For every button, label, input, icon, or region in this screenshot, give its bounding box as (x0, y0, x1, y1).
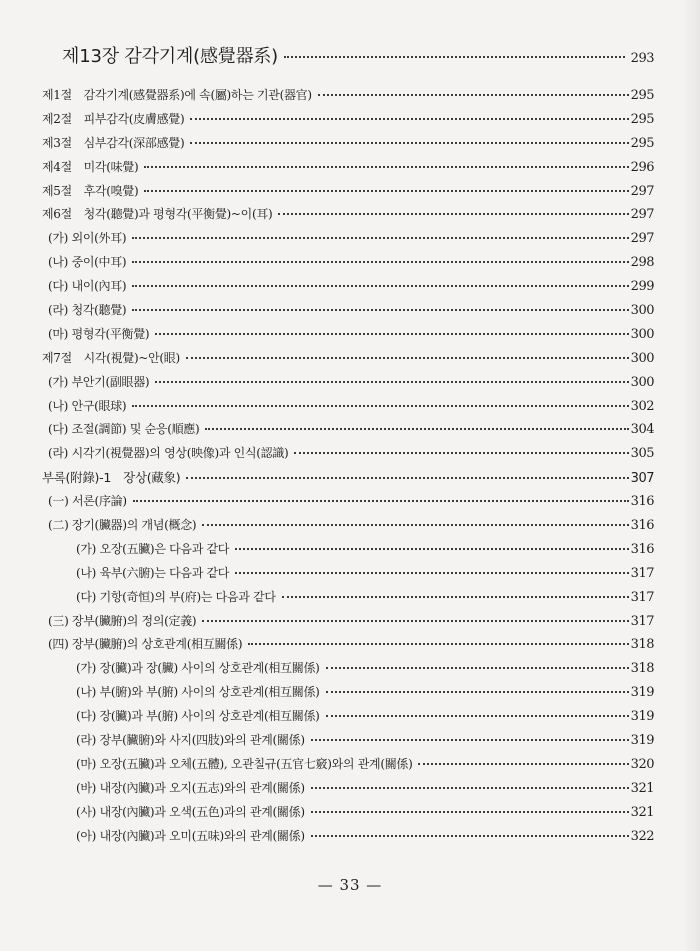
toc-entry-page-number: 297 (630, 207, 654, 223)
toc-entry-title: 제2절 피부감각(皮膚感覺) (42, 111, 185, 126)
toc-entry-title: (마) 평형각(平衡覺) (48, 326, 150, 341)
leader-dots (326, 691, 629, 693)
toc-entry-page-number: 321 (630, 780, 654, 796)
leader-dots (235, 548, 629, 550)
toc-entry-page-number: 297 (630, 231, 654, 247)
toc-entry-title: (四) 장부(臟腑)의 상호관계(相互關係) (48, 637, 243, 652)
toc-entry-title: 제7절 시각(視覺)~안(眼) (42, 350, 180, 365)
toc-entry-page-number: 295 (630, 111, 654, 127)
leader-dots (190, 118, 628, 120)
toc-entry (42, 466, 654, 490)
toc-entry-title: (나) 중이(中耳) (48, 255, 127, 270)
toc-entry-title: (가) 외이(外耳) (48, 231, 127, 246)
toc-entry-title: 부록(附錄)-1 장상(藏象) (42, 470, 181, 486)
toc-entry (42, 681, 654, 705)
leader-dots (155, 333, 628, 335)
toc-entry (42, 633, 654, 657)
toc-entry (42, 299, 654, 323)
toc-entry-title: 제6절 청각(聽覺)과 평형각(平衡覺)~이(耳) (42, 207, 273, 222)
toc-entry-title: (라) 청각(聽覺) (48, 303, 127, 318)
chapter-page-number: 293 (630, 51, 654, 66)
toc-entry (42, 275, 654, 299)
leader-dots (144, 166, 628, 168)
toc-entry (42, 801, 654, 825)
toc-entry (42, 610, 654, 634)
toc-entry (42, 657, 654, 681)
leader-dots (326, 715, 629, 717)
toc-entry (42, 825, 654, 849)
toc-entry-page-number: 318 (630, 637, 654, 653)
toc-entry (42, 705, 654, 729)
toc-entry-title: (다) 장(臟)과 부(腑) 사이의 상호관계(相互關係) (76, 709, 320, 724)
toc-entry-page-number: 319 (630, 709, 654, 725)
leader-dots (326, 667, 629, 669)
toc-entry-page-number: 300 (630, 326, 654, 342)
page-number: — 33 — (317, 876, 383, 894)
toc-entry-page-number: 317 (630, 565, 654, 581)
toc-entry (42, 203, 654, 227)
toc-entry-page-number: 297 (630, 183, 654, 199)
toc-entry-page-number: 319 (630, 733, 654, 749)
leader-dots (132, 405, 628, 407)
toc-entry-title: 제1절 감각기계(感覺器系)에 속(屬)하는 기관(器官) (42, 88, 312, 102)
toc-entry-title: (二) 장기(臟器)의 개념(概念) (48, 518, 197, 533)
leader-dots (311, 739, 629, 741)
toc-entry (42, 227, 654, 251)
toc-entry (42, 753, 654, 777)
toc-entry (42, 132, 654, 156)
toc-entry-page-number: 318 (630, 661, 654, 677)
leader-dots (144, 190, 628, 192)
leader-dots (311, 835, 629, 837)
toc-entry (42, 538, 654, 562)
toc-entry (42, 347, 654, 371)
toc-entry (42, 777, 654, 801)
toc-entry-title: (다) 조절(調節) 및 순응(順應) (48, 422, 200, 437)
leader-dots (202, 620, 628, 622)
toc-entry-page-number: 298 (630, 255, 654, 271)
toc-entry-title: (라) 장부(臟腑)와 사지(四肢)와의 관계(關係) (76, 733, 305, 748)
leader-dots (133, 500, 629, 502)
toc-entry-page-number: 295 (630, 135, 654, 151)
toc-entry-page-number: 317 (630, 589, 654, 605)
toc-entry-page-number: 322 (630, 828, 654, 844)
leader-dots (311, 811, 629, 813)
toc-entry-page-number: 300 (630, 350, 654, 366)
toc-entry-page-number: 304 (630, 422, 654, 438)
toc-entry-page-number: 320 (630, 756, 654, 772)
leader-dots (248, 643, 628, 645)
leader-dots (186, 357, 629, 359)
toc-entry-page-number: 296 (630, 159, 654, 175)
toc-entry-title: (사) 내장(內臟)과 오색(五色)과의 관계(關係) (76, 804, 305, 819)
toc-entry (42, 108, 654, 132)
toc-entry (42, 251, 654, 275)
leader-dots (278, 213, 628, 215)
toc-entry (42, 562, 654, 586)
toc-entry-title: 제5절 후각(嗅覺) (42, 183, 139, 198)
toc-entry-title: (가) 오장(五臟)은 다음과 같다 (76, 541, 230, 556)
toc-entry (42, 586, 654, 610)
leader-dots (190, 142, 628, 144)
toc-entry-page-number: 305 (630, 446, 654, 462)
leader-dots (318, 94, 629, 96)
toc-entry (42, 323, 654, 347)
toc-entry-page-number: 299 (630, 279, 654, 295)
toc-entry (42, 514, 654, 538)
toc-entry-page-number: 295 (630, 88, 654, 103)
page-edge-shadow (682, 0, 700, 951)
toc-entry (42, 418, 654, 442)
leader-dots (132, 309, 628, 311)
toc-entry-title: (바) 내장(內臟)과 오지(五志)와의 관계(關係) (76, 780, 305, 795)
toc-entry-title: (一) 서론(序論) (48, 494, 127, 509)
toc-entry (42, 442, 654, 466)
toc-entry-page-number: 319 (630, 685, 654, 701)
toc-entry-page-number: 317 (630, 613, 654, 629)
toc-entry-page-number: 307 (630, 471, 654, 487)
leader-dots (311, 787, 629, 789)
chapter-title: 제13장 감각기계(感覺器系) (62, 46, 278, 67)
leader-dots (418, 763, 628, 765)
toc-entry-title: (라) 시각기(視覺器)의 영상(映像)과 인식(認識) (48, 446, 289, 461)
toc-entry-page-number: 300 (630, 303, 654, 319)
toc-entry (42, 180, 654, 204)
table-of-contents (42, 84, 654, 849)
leader-dots (235, 572, 629, 574)
toc-entry-title: (三) 장부(臟腑)의 정의(定義) (48, 613, 197, 628)
chapter-heading (62, 42, 654, 68)
leader-dots (205, 428, 628, 430)
toc-entry-title: (다) 기항(奇恒)의 부(府)는 다음과 같다 (76, 589, 276, 604)
toc-entry-title: (아) 내장(內臟)과 오미(五味)와의 관계(關係) (76, 828, 305, 843)
leader-dots (284, 56, 625, 58)
toc-entry-title: (가) 장(臟)과 장(臟) 사이의 상호관계(相互關係) (76, 661, 320, 676)
toc-entry-title: (나) 육부(六腑)는 다음과 같다 (76, 565, 230, 580)
leader-dots (132, 237, 628, 239)
toc-entry (42, 156, 654, 180)
leader-dots (155, 381, 628, 383)
toc-entry-title: (다) 내이(內耳) (48, 279, 127, 294)
toc-entry-page-number: 316 (630, 541, 654, 557)
toc-entry-page-number: 321 (630, 804, 654, 820)
toc-entry-title: (마) 오장(五臟)과 오체(五體), 오관칠규(五官七竅)와의 관계(關係) (76, 756, 413, 771)
toc-entry-title: (나) 안구(眼球) (48, 398, 127, 413)
leader-dots (132, 285, 628, 287)
toc-entry-page-number: 300 (630, 374, 654, 390)
leader-dots (294, 452, 628, 454)
leader-dots (202, 524, 628, 526)
toc-entry-page-number: 316 (630, 494, 654, 510)
toc-entry (42, 84, 654, 108)
toc-entry (42, 371, 654, 395)
toc-entry (42, 490, 654, 514)
toc-entry-title: (나) 부(腑)와 부(腑) 사이의 상호관계(相互關係) (76, 685, 320, 700)
toc-entry-title: 제4절 미각(味覺) (42, 159, 139, 174)
toc-entry-title: 제3절 심부감각(深部感覺) (42, 135, 185, 150)
leader-dots (282, 596, 629, 598)
toc-entry-page-number: 302 (630, 398, 654, 414)
toc-entry-page-number: 316 (630, 518, 654, 534)
leader-dots (132, 261, 628, 263)
leader-dots (186, 477, 628, 479)
toc-entry (42, 395, 654, 419)
toc-entry-title: (가) 부안기(副眼器) (48, 374, 150, 389)
toc-entry (42, 729, 654, 753)
